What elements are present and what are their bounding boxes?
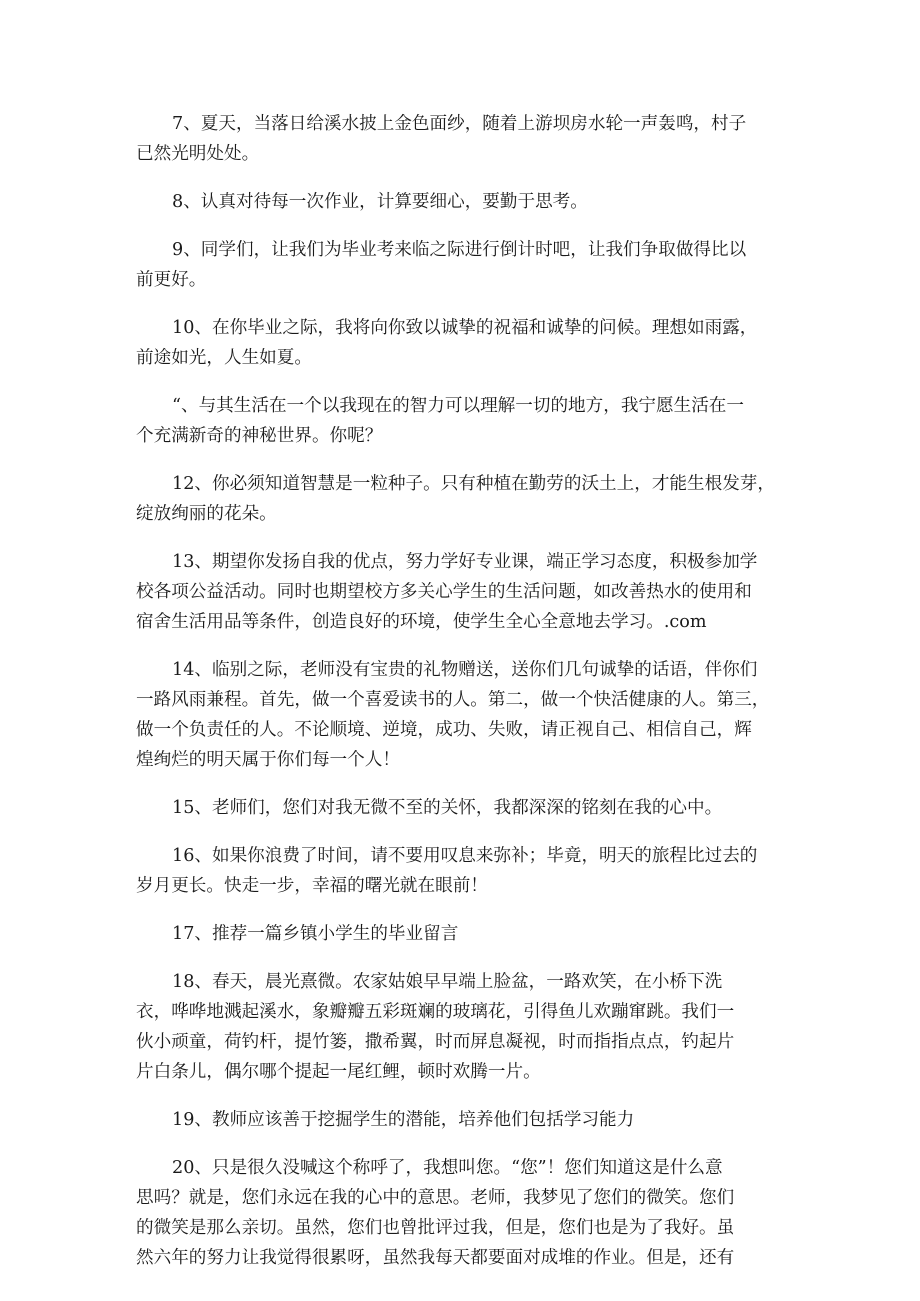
document-body: [136, 109, 786, 1291]
paragraph-12: 12、你必须知道智慧是一粒种子。只有种植在勤劳的沃土上，才能生根发芽， 绽放绚丽的花朵。: [136, 474, 775, 524]
paragraph-11: “、与其生活在一个以我现在的智力可以理解一切的地方，我宁愿生活在一 个充满新奇的神秘世界。你呢？: [136, 396, 744, 446]
paragraph-16: 16、如果你浪费了时间，请不要用叹息来弥补；毕竟，明天的旅程比过去的 岁月更长。快走一步，幸福的曙光就在眼前！: [136, 846, 758, 896]
paragraph-18: 18、春天，晨光熹微。农家姑娘早早端上脸盆，一路欢笑，在小桥下洗 衣，哗哗地溅起溪水，象瓣瓣五彩斑斓的玻璃花，引得鱼儿欢蹦窜跳。我们一 伙小顽童，荷钓杆，提竹篓，撒希翼，时而屏息凝视，时而指指点点，钓起片 片白条儿，偶尔哪个提起一尾红鲤，顿时欢腾一片。: [136, 972, 735, 1082]
paragraph-20: 20、只是很久没喊这个称呼了，我想叫您。“您”！您们知道这是什么意 思吗？就是，您们永远在我的心中的意思。老师，我梦见了您们的微笑。您们 的微笑是那么亲切。虽然，您们也曾批评过我，但是，您们也是为了我好。虽 然六年的努力让我觉得很累呀，虽然我每天都要面对成堆的作业。但是，还有: [136, 1158, 735, 1268]
paragraph-8: 8、认真对待每一次作业，计算要细心，要勤于思考。: [172, 192, 588, 212]
paragraph-13: 13、期望你发扬自我的优点，努力学好专业课，端正学习态度，积极参加学 校各项公益活动。同时也期望校方多关心学生的生活问题，如改善热水的使用和 宿舍生活用品等条件，创造良好的环境，使学生全心全意地去学习。.com: [136, 552, 758, 632]
paragraph-17: 17、推荐一篇乡镇小学生的毕业留言: [172, 924, 459, 944]
paragraph-7: 7、夏天，当落日给溪水披上金色面纱，随着上游坝房水轮一声轰鸣，村子 已然光明处处。: [136, 114, 747, 164]
paragraph-14: 14、临别之际，老师没有宝贵的礼物赠送，送你们几句诚挚的话语，伴你们 一路风雨兼程。首先，做一个喜爱读书的人。第二，做一个快活健康的人。第三， 做一个负责任的人。不论顺境、逆境，成功、失败，请正视自己、相信自己，辉 煌绚烂的明天属于你们每一个人！: [136, 660, 770, 770]
paragraph-15: 15、老师们，您们对我无微不至的关怀，我都深深的铭刻在我的心中。: [172, 798, 723, 818]
paragraph-9: 9、同学们，让我们为毕业考来临之际进行倒计时吧，让我们争取做得比以 前更好。: [136, 240, 747, 290]
paragraph-19: 19、教师应该善于挖掘学生的潜能，培养他们包括学习能力: [172, 1110, 635, 1130]
paragraph-10: 10、在你毕业之际，我将向你致以诚挚的祝福和诚挚的问候。理想如雨露， 前途如光，人生如夏。: [136, 318, 758, 368]
